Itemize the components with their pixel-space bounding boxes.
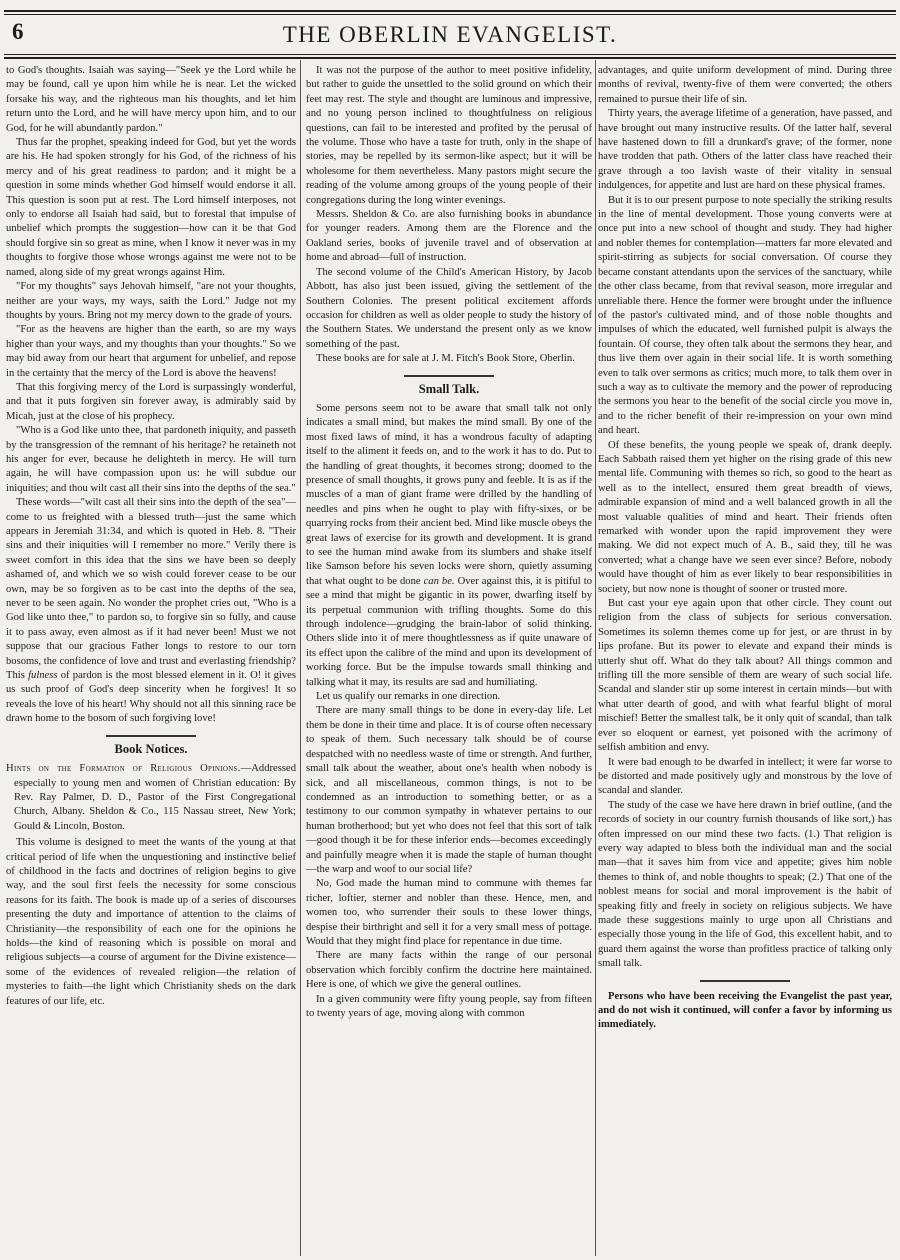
- small-talk-heading: Small Talk.: [418, 381, 480, 396]
- paragraph: [6, 496, 296, 727]
- subscription-notice: Persons who have been receiving the Evangelist the past year, and do not wish it continued, will confer a favor by informing us immediately.: [598, 990, 892, 1031]
- paragraph: "For my thoughts" says Jehovah himself, "are not your thoughts, neither are your ways, my ways, saith the Lord." Judge not my thoughts by yours. Bring not my mercy down to the grade of yours.: [6, 281, 296, 321]
- top-rule: [4, 10, 896, 12]
- paragraph: These books are for sale at J. M. Fitch's Book Store, Oberlin.: [316, 353, 575, 365]
- paragraph: "For as the heavens are higher than the earth, so are my ways higher than your ways, and my thoughts than your thoughts." So we may bid away from our heart that argument for unbelief, and repose in the certainty that the mercy of the Lord is above the heavens!: [6, 324, 296, 379]
- text-run: Over against this, it is pitiful to see a mind that might be gigantic in its power, dwarfing itself by its perpetual communion with trifling thoughts. Some do this through indolence—grudging the brain-labor of solid thinking. Others slide into it of mere thoughtlessness as if quite unaware of its effect upon the calibre of the mind and upon its development of working force. But be the impulse towards small thinking and talking what it may, its results are sad and humiliating.: [306, 575, 592, 688]
- emphasis: fulness: [28, 670, 58, 682]
- masthead-rule: [4, 57, 896, 59]
- column-3: [598, 64, 892, 1256]
- paragraph: advantages, and quite uniform development of mind. During three months of revival, twenty-five of them were converted; the others remained to pursue their life of sin.: [598, 65, 892, 105]
- paragraph: The second volume of the Child's American History, by Jacob Abbott, has also just been issued, giving the settlement of the Southern Colonies. The present political excitement affords occasion for children as well as older people to study the history of the Southern States. We understand the present only as we know something of the past.: [306, 266, 592, 350]
- paragraph: It was not the purpose of the author to meet positive infidelity, but rather to guide the unsettled to the solid ground on which their feet may rest. The style and thought are luminous and impressive, and no young person inclined to thoughtfulness on religious questions, can fail to be interested and profited by the perusal of the volume. Those who have a taste for truth, only in the shape of stories, may be repelled by its sermon-like aspect; but it will be wholesome for them nevertheless. Many pastors might secure the reading of the volume among groups of the young people of their congregations during the long winter evenings.: [306, 65, 592, 206]
- book-review: This volume is designed to meet the wants of the young at that critical period of life when the unquestioning and instinctive belief of childhood in the facts and doctrines of religion begins to give way, and the soul first feels the necessity for some conscious reasons for its faith. The book is made up of a series of discourses presenting the duty and importance of attention to the claims of Christianity—the responsibility of each one for the opinions he holds—the kind of reasoning which is possible on moral and religious subjects—a course of argument for the Divine existence—some of the evidences of revealed religion—the relation of mysteries to faith—the light which Christianity sheds on the dark features of our life, etc.: [6, 837, 296, 1007]
- paragraph: [306, 402, 592, 690]
- book-details: —Addressed especially to young men and women of Christian education: By Rev. Ray Palmer, D. D., Pastor of the First Congregational Church, Albany. Sheldon & Co., 115 Nassau street, New York; Gould & Lincoln, Boston.: [14, 763, 296, 832]
- paragraph: There are many facts within the range of our personal observation which forcibly confirm the doctrine here maintained. Here is one, of which we give the general outlines.: [306, 950, 592, 991]
- column-1: [6, 64, 296, 1256]
- text-run: Some persons seem not to be aware that small talk not only indicates a small mind, but makes the mind small. By one of the most fixed laws of mind, it has a wondrous faculty of adapting itself to the aliment it feeds on, and to the work it has to do. Put to the handling of great thoughts, it becomes strong; doomed to the presence of small thoughts, it grows puny and feeble. It is as if the muscles of a man of giant frame were drilled by the handling of needles and pins when he ought to play with fifty-sixes, or be quarrying rocks from their ancient bed. Mind like muscle obeys the great laws of exercise for its growth and development. It is grand to see the human mind awake from its slumbers and shake itself like Samson before his seven locks were shorn, quietly assuming that what ought to be done: [306, 402, 592, 587]
- emphasis: can be.: [423, 575, 455, 587]
- newspaper-title: THE OBERLIN EVANGELIST.: [282, 22, 618, 47]
- paragraph: Thus far the prophet, speaking indeed for God, but yet the words are his. He had spoken strongly for his God, of the richness of his mercy and of his great readiness to pardon; and it might be a question in some minds whether God himself would endorse it all. This question is soon put at rest. The Lord himself interposes, not only to endorse all Isaiah had said, but to forestal that impulse of unbelief which prompts the suggestion—how can it be that God should forgive sin so great as mine, when I know it never was in my thoughts to forgive those whose wrongs against me were not to be named, along side of my great wrongs against Him.: [6, 137, 296, 278]
- top-rule-thin: [4, 14, 896, 15]
- section-divider: [106, 735, 196, 737]
- section-divider: [404, 375, 494, 377]
- column-divider: [300, 60, 301, 1256]
- column-2: [306, 64, 592, 1256]
- paragraph: Of these benefits, the young people we speak of, drank deeply. Each Sabbath raised them yet higher on the rising grade of this new mental life. Communing with themes so rich, so good to the heart as well as to the intellect, ensured them great breadth of views, admirable expansion of mind and a well balanced growth in all the most valuable qualities of mind and heart. Their friends often remarked with wonder upon the rapid improvement they were making. We did not expect much of A. B., said they, till he was converted; what a change have we seen ever since? Before, nobody would have thought of him as ever likely to bear responsibilities in society, but now none is thought of sooner or trusted more.: [598, 439, 892, 595]
- paragraph: There are many small things to be done in every-day life. Let them be done in their time and place. It is of course often necessary to speak of them. Such necessary talk should be of course despatched with no needless waste of time or strength. And further, small talk about the weather, about one's health when nobody is sick, and all miscellaneous, common things, is not to be condemned as an introduction to something better, or as a testimony to our common sympathy in whatever pertains to our human brotherhood; but yet who does not feel that this sort of talk—good though it be for these inferior ends—becomes exceedingly and painfully meagre when it is made the staple of human thought—the warp and woof to our social life?: [306, 705, 592, 875]
- paragraph: That this forgiving mercy of the Lord is surpassingly wonderful, and that it puts forgiven sin forever away, is admirably said by Micah, just at the close of his prophecy.: [6, 381, 296, 422]
- paragraph: Let us qualify our remarks in one direction.: [316, 691, 501, 703]
- text-run: of pardon is the most blessed element in it. O! it gives us such proof of God's deep sincerity when he forgives! It so reveals the love of his heart! Why should not all this sinning race be drawn home to the bosom of such forgiving love!: [6, 670, 296, 725]
- text-run: These words—"wilt cast all their sins into the depth of the sea"—come to us freighted with a blessed truth—just the same which appears in Jeremiah 31:34, and which is quoted in Heb. 8. "Their sins and their iniquities will I remember no more." Verily there is sweet comfort in this idea that the sins we have been so deeply ashamed of, and which we so wish could forever cease to be our own, may be so forgiven as to be cast into the depths of the sea, never to be seen again. No wonder the prophet cries out, "Who is a God like unto thee," to pardon so, to forgive sin so fully, and cause it to pass away, even almost as if it had never been! Must we not suppose that our gracious Father longs to restore to our torn bosoms, the confidence of love and trust and everlasting friendship? This: [6, 497, 296, 682]
- paragraph: to God's thoughts. Isaiah was saying—"Seek ye the Lord while he may be found, call ye upon him while he is near. Let the wicked forsake his way, and the righteous man his thoughts, and let him return unto the Lord, and he will have mercy upon him, and to our God, for he will abundantly pardon.": [6, 65, 296, 134]
- paragraph: No, God made the human mind to commune with themes far richer, loftier, sterner and nobler than these. Hence, men, and women too, who surrender their souls to these lower things, despise their birthright and sell it for a very small mess of pottage. Would that they might find place for repentance in due time.: [306, 878, 592, 947]
- paragraph: Messrs. Sheldon & Co. are also furnishing books in abundance for younger readers. Among them are the Florence and the Oakland series, books of juvenile travel and of observation at home and abroad—full of instruction.: [306, 209, 592, 264]
- paragraph: Thirty years, the average lifetime of a generation, have passed, and have brought out many instructive results. Of the latter half, several have hastened down to fill a drunkard's grave; of the former, none have trodden that path. Others of the latter class have reached their grave through a too lavish waste of their vitality in sensual indulgences, for appetite and lust are hard on these physical frames.: [598, 108, 892, 192]
- masthead: [6, 18, 894, 52]
- book-title: Hints on the Formation of Religious Opinions.: [6, 763, 241, 775]
- column-divider: [595, 60, 596, 1256]
- paragraph: But it is to our present purpose to note specially the striking results in the line of mental development. Those young converts were at once put into a new school of thought and study. They had higher and nobler themes for contemplation—matters far more elevated and spirit-stirring as subjects for social conversation. Of course they became constant attendants upon the services of the sanctuary, while the other class became, from that revival season, more irregular and unreliable there. Hence the former were brought under the influence of the pastor's cultivated mind, and of those noble thoughts and impulses of which the educated, well furnished pulpit is always the fountain. Of course, they often talk about the sermons they hear, and thus live them over again in their social life. It is worth something even to talk over sermons as critics; much more, to talk them over in such a way as to cultivate the memory and the power of reproducing the sermons you hear to the benefit of the social circle you move in, and to the richer benefit of their re-impression on your own mind and heart.: [598, 194, 892, 437]
- paragraph: But cast your eye again upon that other circle. They count out religion from the class of subjects for serious conversation. Sometimes its solemn themes come up for jest, or are thrust in by lips profane. But its power to elevate and expand their minds is utterly shut off. What do they talk about? All things common and trifling till the more sensible of them are weary of such social life. Scandal and slander stir up some interest in certain minds—but with what utter dearth of good, and with what fearful blight of moral mischief! Better the smallest talk, be it only quit of scandal, than talk ever so eloquent or earnest, yet poisoned with the acrimony of selfish ambition and envy.: [598, 598, 892, 754]
- section-divider: [700, 980, 790, 982]
- page-number: 6: [12, 19, 24, 44]
- paragraph: "Who is a God like unto thee, that pardoneth iniquity, and passeth by the transgression of the remnant of his heritage? he retaineth not his anger for ever, because he delighteth in mercy. He will turn again, he will have compassion upon us: he will subdue our iniquities; and thou wilt cast all their sins into the depths of the sea.": [6, 425, 296, 494]
- masthead-rule-thin: [4, 54, 896, 55]
- paragraph: The study of the case we have here drawn in brief outline, (and the records of society in our country furnish thousands of like sort,) has often impressed on our mind these two facts. (1.) That religion is every way adapted to bless both the individual man and the social man—that it saves him from vice and appetite; gives him noble themes to think of, and noble thoughts to speak; (2.) That one of the noblest means for social and moral improvement is the habit of speaking fitly and freely in society on religious subjects. We have made these suggestions mainly to urge upon all Christians and especially those young in the life of God, this excellent habit, and to guard them against the worse than profitless practice of talking only small talk.: [598, 799, 892, 970]
- book-entry: [6, 762, 296, 834]
- book-notices-heading: Book Notices.: [114, 741, 188, 756]
- paragraph: It were bad enough to be dwarfed in intellect; it were far worse to be distorted and made positively ugly and monstrous by the love of scandal and slander.: [598, 756, 892, 797]
- paragraph: In a given community were fifty young people, say from fifteen to twenty years of age, moving along with common: [306, 993, 592, 1019]
